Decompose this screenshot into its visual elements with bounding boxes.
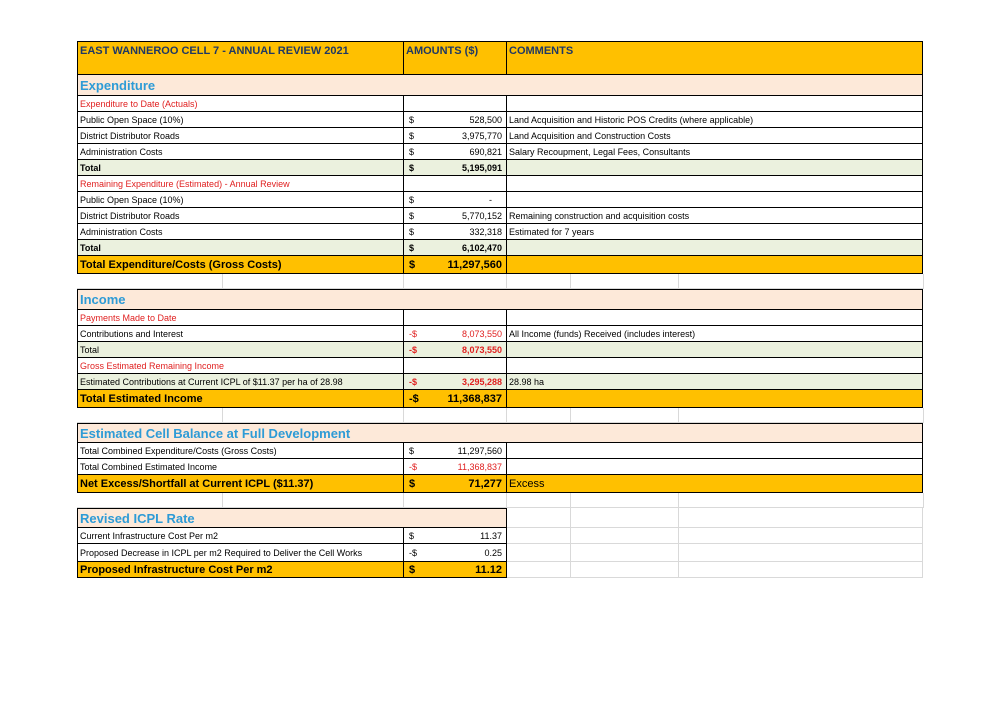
income-title: Income	[80, 292, 126, 307]
comment: Excess	[509, 477, 545, 490]
currency: $	[409, 477, 416, 490]
sheet-title: EAST WANNEROO CELL 7 - ANNUAL REVIEW 2021	[78, 42, 404, 74]
spacer-row	[77, 493, 923, 508]
total-row	[77, 256, 923, 274]
amount: 8,073,550	[461, 344, 502, 355]
ghost-grid	[506, 508, 923, 578]
row-label: Estimated Contributions at Current ICPL of $11.37 per ha of 28.98	[78, 374, 404, 389]
comment: Estimated for 7 years	[509, 226, 595, 237]
icpl-title: Revised ICPL Rate	[80, 510, 195, 526]
amount: 690,821	[469, 146, 502, 157]
total-row	[77, 390, 923, 408]
row-label: Total Combined Expenditure/Costs (Gross Costs)	[78, 443, 404, 458]
payments-label-row	[77, 310, 923, 326]
comment: Salary Recoupment, Legal Fees, Consultants	[509, 146, 691, 157]
expenditure-title: Expenditure	[80, 77, 156, 93]
row-label: Total Combined Estimated Income	[78, 459, 404, 474]
amount: 6,102,470	[461, 242, 502, 253]
row-label: Net Excess/Shortfall at Current ICPL ($11.37)	[78, 475, 404, 492]
currency: $	[409, 242, 415, 253]
table-row	[77, 112, 923, 128]
table-row	[77, 443, 923, 459]
currency: $	[409, 563, 416, 576]
currency: -$	[409, 344, 418, 355]
row-label: Total Expenditure/Costs (Gross Costs)	[78, 256, 404, 273]
amount: 3,295,288	[461, 376, 502, 387]
amount: 11,368,837	[447, 392, 502, 405]
icpl-block	[77, 508, 923, 578]
gross-label: Gross Estimated Remaining Income	[78, 358, 404, 373]
amount: 332,318	[469, 226, 502, 237]
remaining-expenditure-label-row	[77, 176, 923, 192]
balance-section-header	[77, 423, 923, 443]
amount: -	[489, 194, 492, 205]
table-row	[77, 459, 923, 475]
table-row	[77, 528, 507, 544]
amount: 3,975,770	[461, 130, 502, 141]
comment: Land Acquisition and Construction Costs	[509, 130, 671, 141]
currency: $	[409, 130, 415, 141]
currency: $	[409, 194, 415, 205]
row-label: Current Infrastructure Cost Per m2	[78, 528, 404, 543]
table-row	[77, 144, 923, 160]
row-label: Contributions and Interest	[78, 326, 404, 341]
expenditure-to-date-label: Expenditure to Date (Actuals)	[78, 96, 404, 111]
annual-review-sheet	[77, 41, 924, 578]
table-row	[77, 128, 923, 144]
gross-label-row	[77, 358, 923, 374]
subtotal-row	[77, 342, 923, 358]
currency: $	[409, 530, 415, 541]
header-row	[77, 41, 923, 75]
currency: -$	[409, 328, 418, 339]
net-row	[77, 475, 923, 493]
table-row	[77, 544, 507, 562]
spacer-row	[77, 408, 923, 423]
amount: 71,277	[468, 477, 502, 490]
currency: -$	[409, 392, 419, 405]
currency: $	[409, 114, 415, 125]
payments-label: Payments Made to Date	[78, 310, 404, 325]
row-label: Proposed Infrastructure Cost Per m2	[78, 562, 404, 577]
row-label: Administration Costs	[78, 224, 404, 239]
amount: 5,195,091	[461, 162, 502, 173]
comments-header: COMMENTS	[509, 45, 574, 57]
currency: -$	[409, 376, 418, 387]
row-label: Total	[78, 342, 404, 357]
currency: $	[409, 210, 415, 221]
income-section-header	[77, 289, 923, 310]
table-row	[77, 326, 923, 342]
comment: Remaining construction and acquisition costs	[509, 210, 690, 221]
expenditure-section-header	[77, 75, 923, 96]
row-label: Total	[78, 160, 404, 175]
row-label: District Distributor Roads	[78, 128, 404, 143]
row-label: Total	[78, 240, 404, 255]
amount: 0.25	[484, 547, 502, 558]
icpl-section-header	[77, 508, 507, 528]
currency: $	[409, 146, 415, 157]
subtotal-row	[77, 160, 923, 176]
balance-title: Estimated Cell Balance at Full Development	[80, 425, 351, 441]
amount: 528,500	[469, 114, 502, 125]
amount: 5,770,152	[461, 210, 502, 221]
amount: 8,073,550	[461, 328, 502, 339]
currency: $	[409, 162, 415, 173]
spacer-row	[77, 274, 923, 289]
subtotal-row	[77, 240, 923, 256]
comment	[507, 192, 923, 207]
amount: 11,368,837	[457, 461, 502, 472]
table-row	[77, 374, 923, 390]
currency: $	[409, 258, 416, 271]
row-label: Public Open Space (10%)	[78, 112, 404, 127]
row-label: Proposed Decrease in ICPL per m2 Required to Deliver the Cell Works	[78, 544, 404, 561]
currency: -$	[409, 461, 418, 472]
row-label: Total Estimated Income	[78, 390, 404, 407]
comment: All Income (funds) Received (includes interest)	[509, 328, 696, 339]
row-label: District Distributor Roads	[78, 208, 404, 223]
amount: 11.12	[475, 563, 502, 576]
table-row	[77, 192, 923, 208]
amount: 11.37	[480, 530, 502, 541]
amounts-header: AMOUNTS ($)	[404, 42, 507, 74]
amount: 11,297,560	[457, 445, 502, 456]
comment: Land Acquisition and Historic POS Credits (where applicable)	[509, 114, 754, 125]
currency: $	[409, 445, 415, 456]
proposed-row	[77, 562, 507, 578]
expenditure-to-date-label-row	[77, 96, 923, 112]
amount: 11,297,560	[447, 258, 502, 271]
currency: -$	[409, 547, 418, 558]
row-label: Administration Costs	[78, 144, 404, 159]
currency: $	[409, 226, 415, 237]
remaining-expenditure-label: Remaining Expenditure (Estimated) - Annual Review	[78, 176, 404, 191]
table-row	[77, 224, 923, 240]
row-label: Public Open Space (10%)	[78, 192, 404, 207]
table-row	[77, 208, 923, 224]
comment: 28.98 ha	[509, 376, 545, 387]
